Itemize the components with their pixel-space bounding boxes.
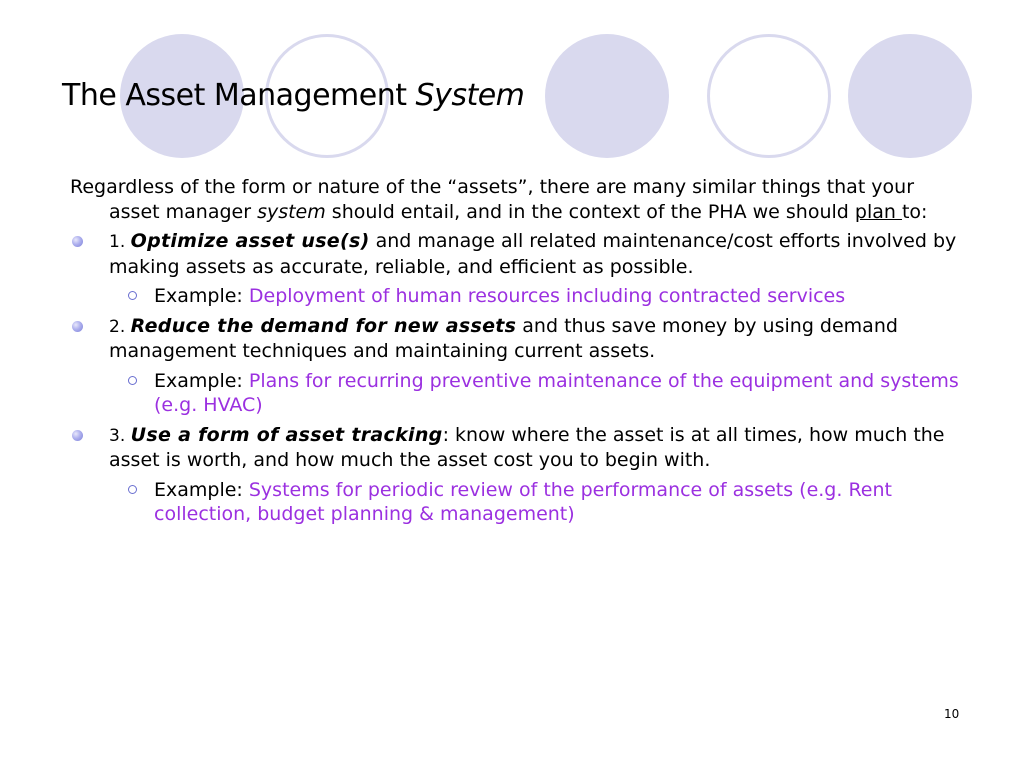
intro-text: Regardless of the form or nature of the “assets”, there are many similar things that your asset manager bbox=[70, 176, 915, 223]
hollow-bullet-icon bbox=[128, 376, 137, 385]
example-item-1 bbox=[70, 284, 970, 309]
bullet-icon bbox=[72, 321, 83, 332]
list-item-1 bbox=[70, 229, 970, 279]
slide-title bbox=[62, 78, 524, 113]
item-description: and thus save money by using demand management techniques and maintaining current assets. bbox=[109, 314, 898, 362]
example-label: Example: bbox=[154, 369, 249, 392]
item-number: 3. bbox=[109, 425, 131, 446]
page-number: 10 bbox=[944, 707, 960, 721]
title-main: The Asset Management bbox=[62, 78, 416, 113]
decorative-ring bbox=[707, 34, 831, 158]
item-key-phrase: Use a form of asset tracking bbox=[130, 423, 443, 446]
bullet-icon bbox=[72, 236, 83, 247]
decorative-circle bbox=[848, 34, 972, 158]
decorative-circle bbox=[545, 34, 669, 158]
hollow-bullet-icon bbox=[128, 485, 137, 494]
item-description: : know where the asset is at all times, how much the asset is worth, and how much the asset cost you to begin with. bbox=[109, 423, 945, 471]
example-text: Deployment of human resources including contracted services bbox=[248, 285, 846, 307]
item-key-phrase: Reduce the demand for new assets bbox=[130, 314, 517, 337]
example-item-3 bbox=[70, 478, 970, 527]
list-item-3 bbox=[70, 423, 970, 473]
item-key-phrase: Optimize asset use(s) bbox=[130, 230, 370, 252]
example-label: Example: bbox=[154, 478, 249, 501]
example-text: Systems for periodic review of the performance of assets (e.g. Rent collection, budget planning & management) bbox=[154, 478, 892, 525]
bullet-icon bbox=[72, 430, 83, 441]
title-italic: System bbox=[415, 78, 525, 113]
item-number: 1. bbox=[109, 232, 131, 252]
intro-underlined: plan bbox=[854, 200, 902, 223]
intro-paragraph bbox=[70, 175, 970, 224]
example-text: Plans for recurring preventive maintenance of the equipment and systems (e.g. HVAC) bbox=[154, 369, 959, 416]
intro-text: should entail, and in the context of the PHA we should bbox=[325, 200, 855, 223]
example-item-2 bbox=[70, 369, 970, 418]
intro-text: to: bbox=[901, 200, 928, 223]
item-number: 2. bbox=[109, 316, 131, 337]
intro-italic: system bbox=[257, 200, 326, 223]
slide-body bbox=[70, 175, 970, 527]
example-label: Example: bbox=[154, 285, 249, 307]
hollow-bullet-icon bbox=[128, 291, 137, 300]
list-item-2 bbox=[70, 314, 970, 364]
item-description: and manage all related maintenance/cost efforts involved by making assets as accurate, reliable, and efficient as possible. bbox=[109, 230, 957, 278]
